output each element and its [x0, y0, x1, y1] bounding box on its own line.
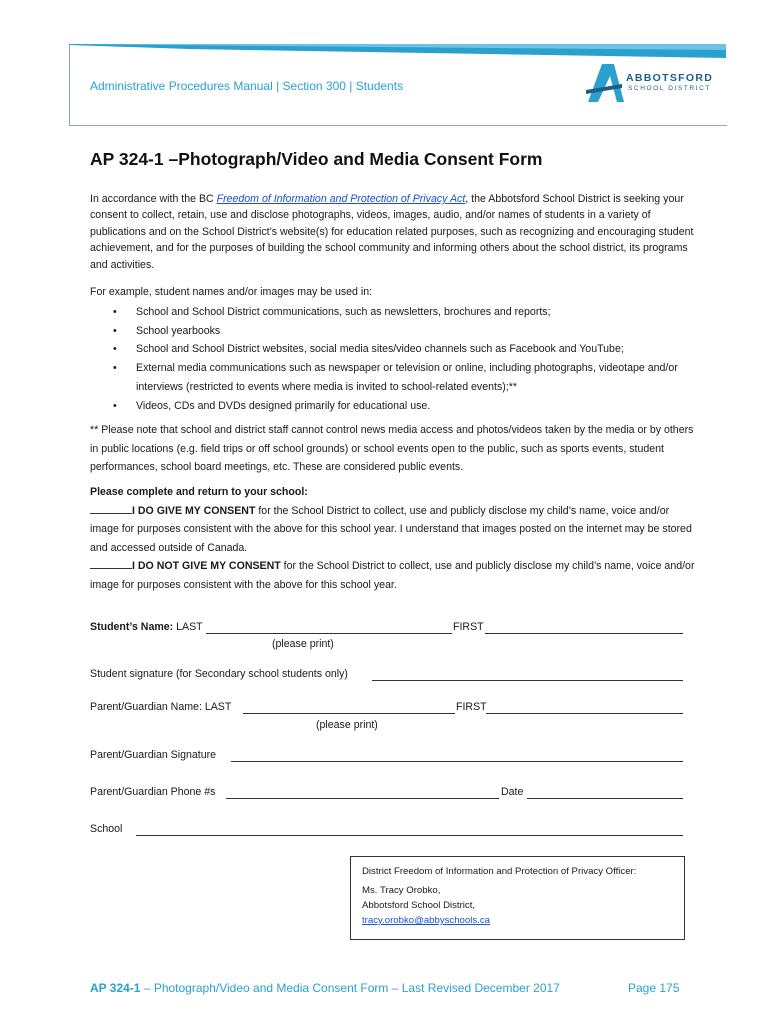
- student-name-row: [90, 621, 203, 633]
- consent-section: [90, 483, 700, 595]
- student-signature-label: Student signature (for Secondary school students only): [90, 668, 348, 680]
- parent-name-label: Parent/Guardian Name: LAST: [90, 701, 232, 713]
- privacy-officer-box: [350, 856, 685, 940]
- consent-heading: Please complete and return to your school:: [90, 486, 308, 498]
- list-item: • School and School District communications, such as newsletters, brochures and reports;: [113, 303, 703, 322]
- no-consent-option: [90, 557, 700, 594]
- usage-list: [113, 303, 703, 415]
- footer-title: – Photograph/Video and Media Consent Form – Last Revised December 2017: [140, 981, 560, 995]
- date-field[interactable]: [527, 798, 683, 799]
- header-stripe: [69, 44, 726, 58]
- list-item: • School and School District websites, social media sites/video channels such as Facebook and YouTube;: [113, 340, 703, 359]
- media-note: ** Please note that school and district staff cannot control news media access and photos/videos taken by the media or by others in public locations (e.g. field trips or off school grounds) or school events open to the public, such as sports events, student performances, school board meetings, etc. These are considered public events.: [90, 424, 694, 474]
- date-label: Date: [501, 786, 524, 798]
- student-signature-field[interactable]: [372, 680, 683, 681]
- school-field[interactable]: [136, 835, 683, 836]
- example-intro: For example, student names and/or images may be used in:: [90, 286, 373, 298]
- no-consent-blank[interactable]: [90, 557, 132, 569]
- give-consent-option: [90, 502, 700, 558]
- header-text: Administrative Procedures Manual | Section 300 | Students: [90, 79, 404, 93]
- officer-title: District Freedom of Information and Protection of Privacy Officer:: [362, 866, 637, 877]
- footer-code: AP 324-1: [90, 981, 141, 995]
- parent-first-label: FIRST: [456, 701, 487, 713]
- officer-email-link[interactable]: tracy.orobko@abbyschools.ca: [362, 915, 490, 926]
- list-item: • School yearbooks: [113, 322, 703, 341]
- intro-before: In accordance with the BC: [90, 193, 217, 205]
- parent-signature-field[interactable]: [231, 761, 683, 762]
- officer-name: Ms. Tracy Orobko,: [362, 885, 441, 896]
- parent-phone-field[interactable]: [226, 798, 499, 799]
- list-item: • External media communications such as newspaper or television or online, including photographs, videotape and/or interviews (restricted to events where media is invited to school-related events);**: [113, 359, 703, 396]
- page-number: Page 175: [628, 981, 680, 995]
- give-consent-text: for the School District to collect, use and publicly disclose my child’s name, voice and/or image for purposes consistent with the above for this school year. I understand that images posted on the internet may be stored and accessed outside of Canada.: [90, 504, 692, 554]
- parent-please-print: (please print): [316, 719, 378, 731]
- footer-text: [90, 981, 560, 995]
- parent-last-field[interactable]: [243, 713, 455, 714]
- student-first-field[interactable]: [485, 633, 683, 634]
- intro-after: , the Abbotsford School District is seeking your consent to collect, retain, use and disclose photographs, videos, images, audio, and/or names of students in a variety of publications and on the School District’s website(s) for education related purposes, such as recognizing and encouraging student achievement, and for the purposes of building the school community and informing others about the school district, its programs and activities.: [90, 193, 694, 271]
- parent-first-field[interactable]: [486, 713, 683, 714]
- abbotsford-logo-icon: [584, 62, 628, 104]
- student-last-label: LAST: [176, 621, 203, 633]
- logo-name: ABBOTSFORD: [626, 72, 714, 84]
- student-name-label: Student’s Name:: [90, 621, 174, 633]
- no-consent-text: for the School District to collect, use and publicly disclose my child’s name, voice and/or image for purposes consistent with the above for this school year.: [90, 560, 695, 591]
- officer-org: Abbotsford School District,: [362, 900, 476, 911]
- parent-phone-label: Parent/Guardian Phone #s: [90, 786, 216, 798]
- list-item: • Videos, CDs and DVDs designed primarily for educational use.: [113, 397, 703, 416]
- page-title: AP 324-1 –Photograph/Video and Media Consent Form: [90, 149, 543, 169]
- student-please-print: (please print): [272, 638, 334, 650]
- school-label: School: [90, 823, 123, 835]
- no-consent-label: I DO NOT GIVE MY CONSENT: [132, 560, 281, 573]
- give-consent-blank[interactable]: [90, 502, 132, 514]
- foippa-link[interactable]: Freedom of Information and Protection of Privacy Act: [216, 193, 466, 205]
- student-last-field[interactable]: [206, 633, 452, 634]
- intro-paragraph: [90, 191, 700, 273]
- logo-sub: SCHOOL DISTRICT: [628, 85, 711, 92]
- give-consent-label: I DO GIVE MY CONSENT: [132, 504, 256, 517]
- parent-signature-label: Parent/Guardian Signature: [90, 749, 217, 761]
- student-first-label: FIRST: [453, 621, 484, 633]
